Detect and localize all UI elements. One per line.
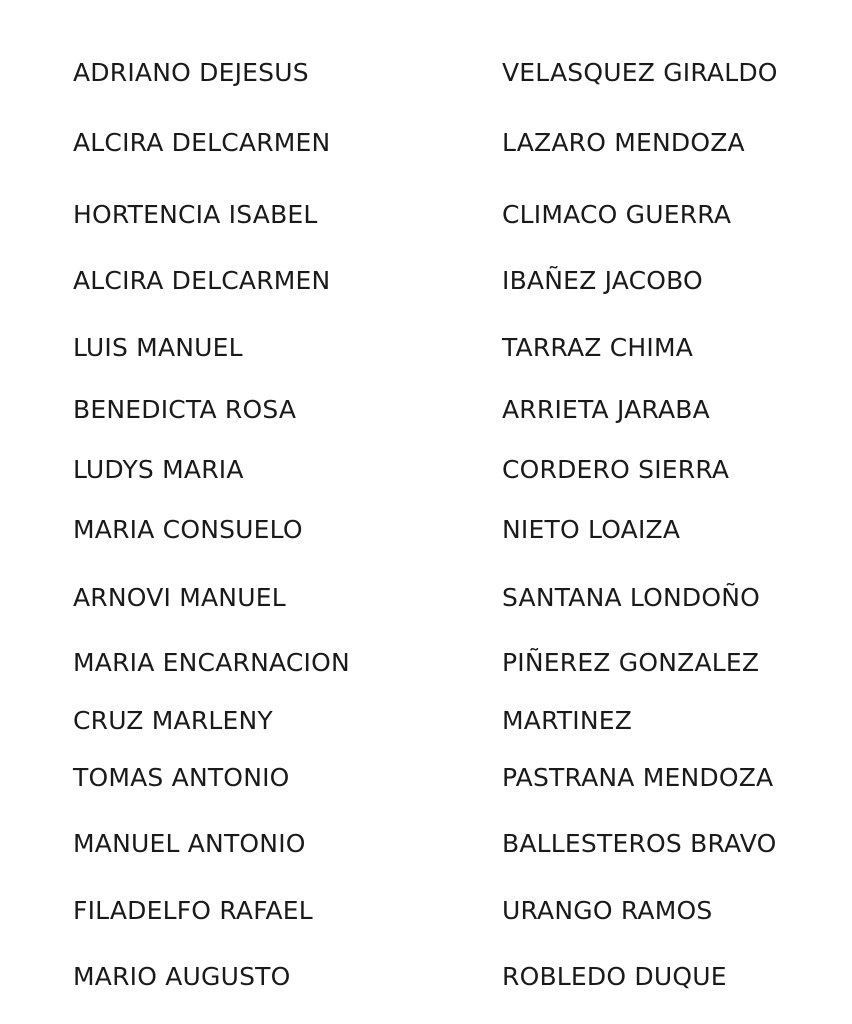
given-names: FILADELFO RAFAEL bbox=[73, 896, 313, 925]
given-names: TOMAS ANTONIO bbox=[73, 763, 290, 792]
given-names: LUIS MANUEL bbox=[73, 333, 243, 362]
given-names: ARNOVI MANUEL bbox=[73, 583, 286, 612]
name-row bbox=[0, 195, 852, 235]
surnames: VELASQUEZ GIRALDO bbox=[502, 58, 778, 87]
surnames: SANTANA LONDOÑO bbox=[502, 583, 761, 612]
surnames: LAZARO MENDOZA bbox=[502, 128, 745, 157]
name-row bbox=[0, 328, 852, 368]
name-row bbox=[0, 957, 852, 997]
name-row bbox=[0, 261, 852, 301]
surnames: MARTINEZ bbox=[502, 706, 633, 735]
name-row bbox=[0, 643, 852, 683]
surnames: IBAÑEZ JACOBO bbox=[502, 266, 703, 295]
surnames: PIÑEREZ GONZALEZ bbox=[502, 648, 760, 677]
name-row bbox=[0, 123, 852, 163]
given-names: MARIO AUGUSTO bbox=[73, 962, 291, 991]
name-row bbox=[0, 510, 852, 550]
name-row bbox=[0, 824, 852, 864]
given-names: CRUZ MARLENY bbox=[73, 706, 273, 735]
given-names: MANUEL ANTONIO bbox=[73, 829, 306, 858]
given-names: ALCIRA DELCARMEN bbox=[73, 128, 331, 157]
given-names: LUDYS MARIA bbox=[73, 455, 244, 484]
given-names: BENEDICTA ROSA bbox=[73, 395, 297, 424]
surnames: NIETO LOAIZA bbox=[502, 515, 681, 544]
name-row bbox=[0, 390, 852, 430]
name-row bbox=[0, 578, 852, 618]
surnames: PASTRANA MENDOZA bbox=[502, 763, 774, 792]
surnames: BALLESTEROS BRAVO bbox=[502, 829, 777, 858]
surnames: CORDERO SIERRA bbox=[502, 455, 730, 484]
surnames: ARRIETA JARABA bbox=[502, 395, 710, 424]
surnames: TARRAZ CHIMA bbox=[502, 333, 694, 362]
name-row bbox=[0, 53, 852, 93]
given-names: MARIA CONSUELO bbox=[73, 515, 303, 544]
name-row bbox=[0, 450, 852, 490]
name-row bbox=[0, 701, 852, 741]
name-row bbox=[0, 891, 852, 931]
surnames: URANGO RAMOS bbox=[502, 896, 713, 925]
given-names: ADRIANO DEJESUS bbox=[73, 58, 309, 87]
name-row bbox=[0, 758, 852, 798]
surnames: ROBLEDO DUQUE bbox=[502, 962, 727, 991]
given-names: HORTENCIA ISABEL bbox=[73, 200, 318, 229]
given-names: ALCIRA DELCARMEN bbox=[73, 266, 331, 295]
given-names: MARIA ENCARNACION bbox=[73, 648, 350, 677]
surnames: CLIMACO GUERRA bbox=[502, 200, 732, 229]
